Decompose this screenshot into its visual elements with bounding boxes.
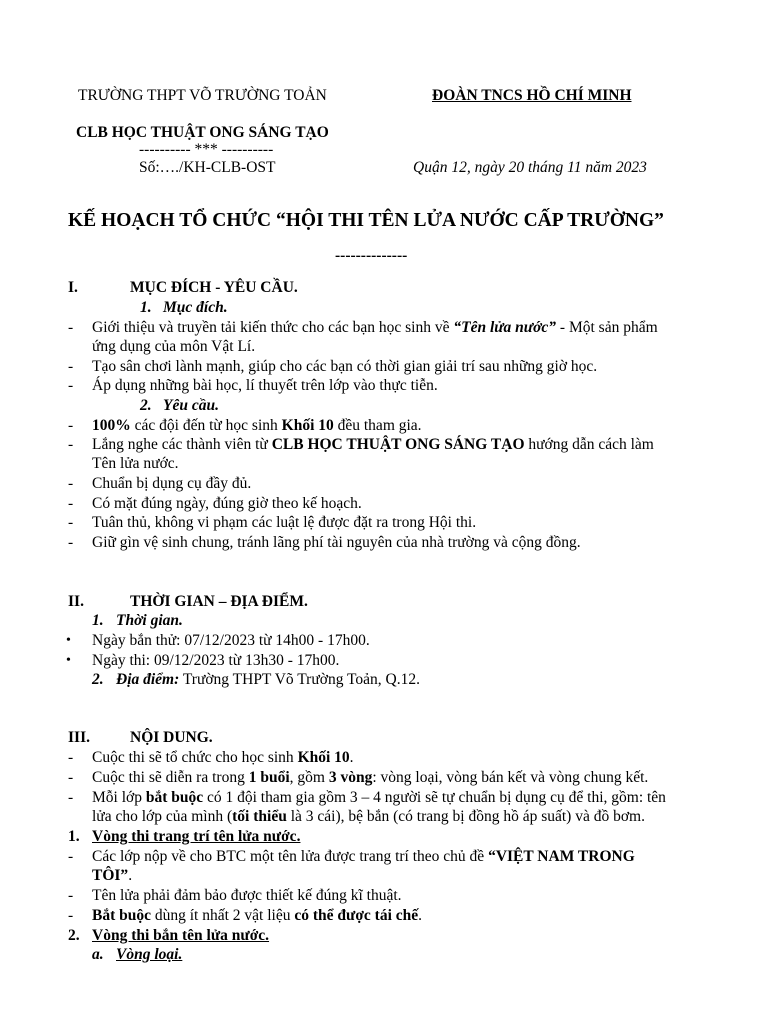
dash-marker: -: [68, 417, 74, 434]
title-rule: --------------: [335, 247, 408, 264]
place-date: Quận 12, ngày 20 tháng 11 năm 2023: [413, 159, 647, 176]
list-item: Bắt buộc dùng ít nhất 2 vật liệu có thể được tái chế.: [92, 907, 423, 924]
list-item: Chuẩn bị dụng cụ đầy đủ.: [92, 475, 252, 492]
list-item: Cuộc thi sẽ diễn ra trong 1 buổi, gồm 3 vòng: vòng loại, vòng bán kết và vòng chung kết.: [92, 769, 649, 786]
section-1-number: I.: [68, 279, 78, 296]
round-2-heading: Vòng thi bắn tên lửa nước.: [92, 927, 270, 944]
location-line: Địa điểm: Trường THPT Võ Trường Toản, Q.12.: [116, 671, 420, 688]
dash-marker: -: [68, 514, 74, 531]
list-item: Giới thiệu và truyền tải kiến thức cho các bạn học sinh về “Tên lửa nước” - Một sản phẩm: [92, 319, 658, 336]
list-item-cont: ứng dụng của môn Vật Lí.: [92, 338, 256, 355]
list-item: Giữ gìn vệ sinh chung, tránh lãng phí tài nguyên của nhà trường và cộng đồng.: [92, 534, 581, 551]
bullet-marker: •: [66, 633, 71, 648]
club-name: CLB HỌC THUẬT ONG SÁNG TẠO: [76, 124, 329, 141]
dash-marker: -: [68, 436, 74, 453]
list-item: Tạo sân chơi lành mạnh, giúp cho các bạn có thời gian giải trí sau những giờ học.: [92, 358, 598, 375]
list-item: Cuộc thi sẽ tổ chức cho học sinh Khối 10.: [92, 749, 354, 766]
section-2-heading: THỜI GIAN – ĐỊA ĐIỂM.: [130, 593, 308, 610]
section-1-heading: MỤC ĐÍCH - YÊU CẦU.: [130, 279, 298, 296]
s2-sub1-number: 1.: [92, 612, 104, 629]
dash-marker: -: [68, 534, 74, 551]
s2-sub1-heading: Thời gian.: [116, 612, 183, 629]
union-name: ĐOÀN TNCS HỒ CHÍ MINH: [432, 87, 632, 104]
sub-round-a-number: a.: [92, 946, 104, 963]
section-3-heading: NỘI DUNG.: [130, 729, 213, 746]
dash-marker: -: [68, 495, 74, 512]
separator-stars: ---------- *** ----------: [139, 141, 274, 158]
list-item: Ngày thi: 09/12/2023 từ 13h30 - 17h00.: [92, 652, 340, 669]
list-item: Các lớp nộp về cho BTC một tên lửa được trang trí theo chủ đề “VIỆT NAM TRONG: [92, 848, 635, 865]
section-2-number: II.: [68, 593, 84, 610]
dash-marker: -: [68, 319, 74, 336]
dash-marker: -: [68, 377, 74, 394]
s2-sub2-number: 2.: [92, 671, 104, 688]
section-3-number: III.: [68, 729, 90, 746]
list-item: Tên lửa phải đảm bảo được thiết kế đúng kĩ thuật.: [92, 887, 402, 904]
list-item-cont: lửa cho lớp của mình (tối thiểu là 3 cái), bệ bắn (có trang bị đồng hồ áp suất) và đồ bơm.: [92, 808, 645, 825]
sub-round-a-heading: Vòng loại.: [116, 946, 183, 963]
list-item: Áp dụng những bài học, lí thuyết trên lớp vào thực tiễn.: [92, 377, 438, 394]
dash-marker: -: [68, 749, 74, 766]
list-item: Có mặt đúng ngày, đúng giờ theo kế hoạch.: [92, 495, 362, 512]
dash-marker: -: [68, 848, 74, 865]
s1-sub1-number: 1.: [140, 299, 152, 316]
dash-marker: -: [68, 475, 74, 492]
list-item-cont: TÔI”.: [92, 867, 133, 884]
school-name: TRƯỜNG THPT VÕ TRƯỜNG TOẢN: [78, 87, 327, 104]
list-item: 100% các đội đến từ học sinh Khối 10 đều tham gia.: [92, 417, 422, 434]
s1-sub2-number: 2.: [140, 397, 152, 414]
s1-sub1-heading: Mục đích.: [163, 299, 228, 316]
list-item: Ngày bắn thử: 07/12/2023 từ 14h00 - 17h00.: [92, 632, 370, 649]
round-2-number: 2.: [68, 927, 80, 944]
dash-marker: -: [68, 887, 74, 904]
list-item: Lắng nghe các thành viên từ CLB HỌC THUẬT ONG SÁNG TẠO hướng dẫn cách làm: [92, 436, 654, 453]
dash-marker: -: [68, 789, 74, 806]
page-title: KẾ HOẠCH TỔ CHỨC “HỘI THI TÊN LỬA NƯỚC CẤP TRƯỜNG”: [68, 210, 664, 231]
bullet-marker: •: [66, 653, 71, 668]
list-item-cont: Tên lửa nước.: [92, 455, 179, 472]
dash-marker: -: [68, 907, 74, 924]
document-number: Số:…./KH-CLB-OST: [139, 159, 276, 176]
s1-sub2-heading: Yêu cầu.: [163, 397, 219, 414]
round-1-number: 1.: [68, 828, 80, 845]
list-item: Tuân thủ, không vi phạm các luật lệ được đặt ra trong Hội thi.: [92, 514, 477, 531]
round-1-heading: Vòng thi trang trí tên lửa nước.: [92, 828, 301, 845]
dash-marker: -: [68, 769, 74, 786]
list-item: Mỗi lớp bắt buộc có 1 đội tham gia gồm 3 – 4 người sẽ tự chuẩn bị dụng cụ để thi, gồm: tên: [92, 789, 666, 806]
dash-marker: -: [68, 358, 74, 375]
